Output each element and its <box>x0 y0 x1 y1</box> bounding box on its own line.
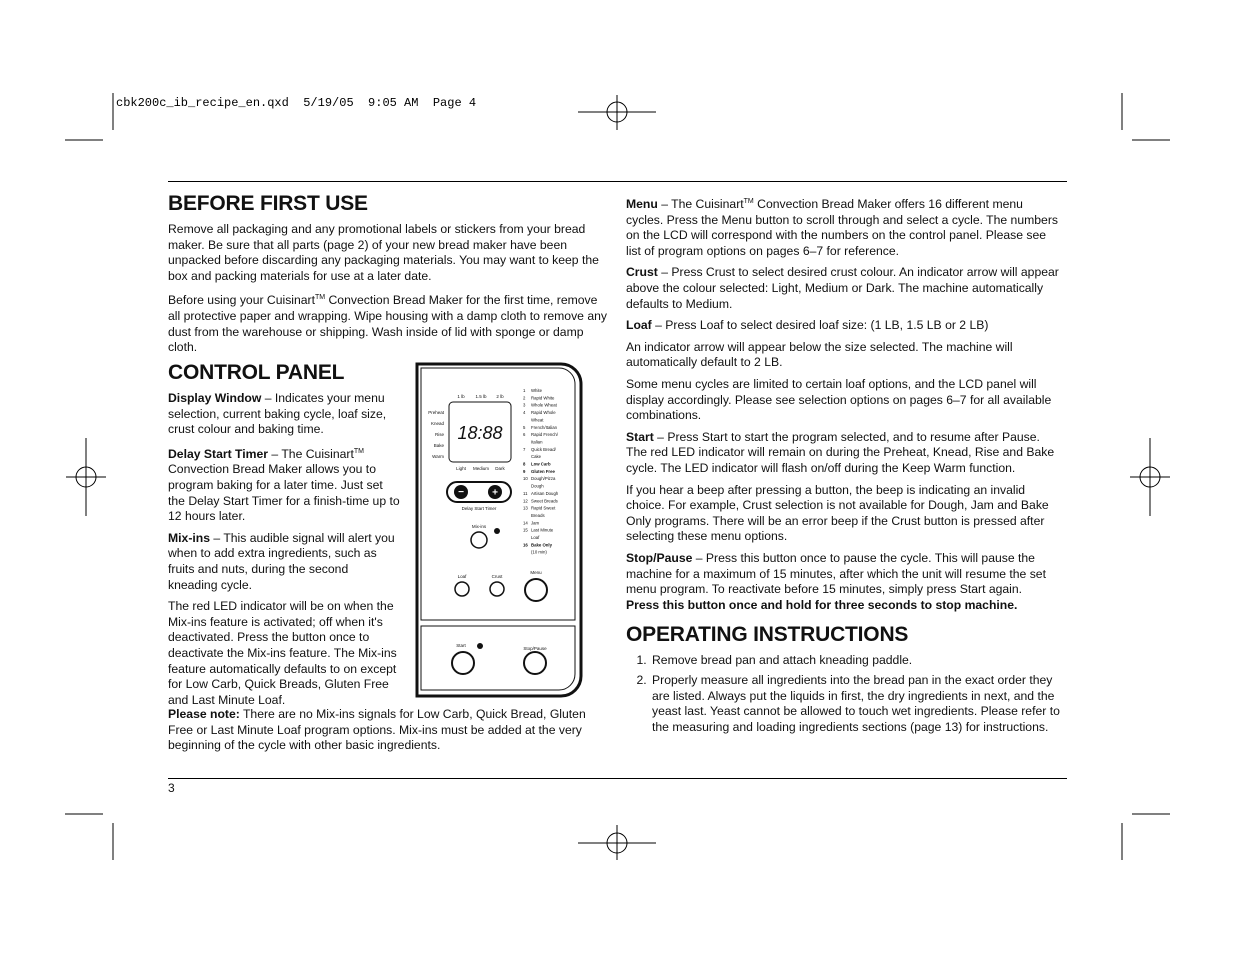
menu-program-label: Rapid Sweet <box>531 505 556 511</box>
bottom-rule <box>168 778 1067 779</box>
menu-number: 10 <box>523 476 528 482</box>
menu-number: 16 <box>523 542 528 548</box>
crust-dark: Dark <box>495 466 505 471</box>
mixins-label: Mix-ins <box>471 524 487 529</box>
stop-pause-button[interactable] <box>524 652 546 674</box>
menu-number: 9 <box>523 468 526 474</box>
menu-program-label: Rapid Whole <box>531 410 556 416</box>
menu-program-label: Cake <box>531 454 542 460</box>
menu-program-label: (10 min) <box>531 549 547 555</box>
top-rule <box>168 181 1067 182</box>
start-label: Start <box>456 643 466 648</box>
page-number: 3 <box>168 781 175 795</box>
heading-control-panel: CONTROL PANEL <box>168 361 345 384</box>
menu-program-label: Wheat <box>531 417 544 423</box>
loaf-size-1: 1 lb <box>457 394 465 399</box>
registration-mark-bottom <box>578 825 656 860</box>
menu-program-label: Dough <box>531 483 544 489</box>
stage-knead: Knead <box>430 421 444 426</box>
menu-program-label: Jam <box>531 520 540 526</box>
crust-medium: Medium <box>472 466 490 471</box>
menu-program-label: Rapid French/ <box>531 432 558 438</box>
loaf-label: Loaf <box>457 574 467 579</box>
loaf-size-2: 2 lb <box>496 394 504 399</box>
menu-number: 11 <box>523 490 528 496</box>
menu-number: 4 <box>523 410 526 416</box>
stage-warm: Warm <box>432 454 444 459</box>
paragraph-menu-limits: Some menu cycles are limited to certain loaf options, and the LCD panel will display accordingly. Please see selection options on pages 6–7 for all available combinations. <box>626 377 1052 423</box>
paragraph-start: Start – Press Start to start the program selected, and to resume after Pause. The red LED indicator will remain on during the Preheat, Knead, Rise and Bake cycle. The LED indicator will flash on/off during the Keep Warm function. <box>626 429 1055 475</box>
paragraph-led: The red LED indicator will be on when the Mix-ins feature is activated; off when it's deactivated. Press the button once to deactivate the Mix-ins feature. The Mix-ins feature automatically defaults to on except for Low Carb, Quick Breads, Gluten Free and Last Minute Loaf. <box>168 599 397 707</box>
list-item: 1. Remove bread pan and attach kneading paddle. <box>650 653 1062 669</box>
start-led <box>477 643 483 649</box>
mixins-led <box>494 528 500 534</box>
registration-mark-top <box>578 95 656 130</box>
paragraph-menu: Menu – The Cuisinart™ Convection Bread Maker offers 16 different menu cycles. Press the Menu button to scroll through and select a cycle. The numbers on the LCD will correspond with the numbers on the control panel. Please see list of program options on pages 6–7 for reference. <box>626 197 1058 258</box>
please-note: Please note: There are no Mix-ins signals for Low Carb, Quick Bread, Gluten Free or Last Minute Loaf program options. Mix-ins must be added at the very beginning of the cycle with other basic ingredients. <box>168 707 586 753</box>
menu-number: 14 <box>523 520 528 526</box>
menu-program-label: Artisan Dough <box>531 490 559 496</box>
paragraph-indicator-arrow: An indicator arrow will appear below the size selected. The machine will automatically default to 2 LB. <box>626 339 1013 370</box>
heading-operating-instructions: OPERATING INSTRUCTIONS <box>626 623 909 647</box>
menu-program-label: White <box>531 388 542 393</box>
paragraph-delay-start: Delay Start Timer – The Cuisinart™ Convection Bread Maker allows you to program baking for a later time. Just set the Delay Start Timer for a finish-time up to 12 hours later. <box>168 446 400 524</box>
start-button[interactable] <box>452 652 474 674</box>
list-item: 2. Properly measure all ingredients into the bread pan in the exact order they are listed. Always put the liquids in first, the dry ingredients in next, and the yeast last. Yeast cannot be allowed to touch wet ingredients. Please refer to the measuring and loading ingredients sections (page 13) for instructions. <box>650 673 1062 735</box>
paragraph-mixins: Mix-ins – This audible signal will alert you when to add extra ingredients, such as fruits and nuts, during the second kneading cycle. <box>168 530 395 592</box>
mixins-button[interactable] <box>471 532 487 548</box>
menu-program-label: Bake Only <box>531 542 553 548</box>
menu-program-label: Last Minute <box>531 527 554 533</box>
stage-bake: Bake <box>433 443 444 448</box>
control-panel-section <box>168 361 400 714</box>
menu-number: 6 <box>523 432 526 438</box>
menu-number: 1 <box>523 388 526 393</box>
menu-program-label: Loaf <box>531 535 540 540</box>
crust-button[interactable] <box>490 582 504 596</box>
control-panel-illustration <box>415 362 583 698</box>
menu-program-label: French/Italian <box>531 424 558 430</box>
menu-label: Menu <box>530 570 542 575</box>
stage-rise: Rise <box>434 432 444 437</box>
menu-program-label: Dough/Pizza <box>531 476 556 482</box>
svg-text:+: + <box>492 487 498 499</box>
paragraph-before-using: Before using your Cuisinart™ Convection Bread Maker for the first time, remove all protective paper and wrapping. Wipe housing with a damp cloth to remove any dust from the warehouse or shipping. Wash inside of lid with sponge or damp cloth. <box>168 293 607 355</box>
menu-program-label: Sweet Breads <box>531 498 558 504</box>
menu-number: 7 <box>523 446 526 452</box>
stage-preheat: Preheat <box>428 410 444 415</box>
registration-mark-left <box>66 438 106 516</box>
file-slug: cbk200c_ib_recipe_en.qxd 5/19/05 9:05 AM Page 4 <box>116 96 477 110</box>
menu-number: 2 <box>523 395 526 401</box>
before-first-use-section <box>168 192 608 362</box>
menu-number: 3 <box>523 402 526 408</box>
crust-light: Light <box>456 466 466 471</box>
menu-program-label: Italian <box>531 439 543 445</box>
paragraph-crust: Crust – Press Crust to select desired crust colour. An indicator arrow will appear above the colour selected: Light, Medium or Dark. The machine automatically defaults to Medium. <box>626 265 1059 311</box>
menu-button[interactable] <box>525 579 547 601</box>
crust-label: Crust <box>491 574 503 579</box>
menu-number: 8 <box>523 461 526 467</box>
menu-program-label: Gluten Free <box>531 468 555 474</box>
menu-number: 15 <box>523 527 528 533</box>
svg-text:−: − <box>458 487 464 498</box>
menu-number: 5 <box>523 424 526 430</box>
heading-before-first-use: BEFORE FIRST USE <box>168 192 368 215</box>
paragraph-loaf: Loaf – Press Loaf to select desired loaf size: (1 LB, 1.5 LB or 2 LB) <box>626 318 989 333</box>
delay-start-label: Delay Start Timer <box>461 506 497 511</box>
menu-program-label: Breads <box>531 512 545 518</box>
loaf-button[interactable] <box>455 582 469 596</box>
paragraph-stop-pause: Stop/Pause – Press this button once to pause the cycle. This will pause the machine for a maximum of 15 minutes, after which the unit will resume the set menu program. To reactivate before 15 minutes, simply press Start again. Press this button once and hold for three seconds to stop machine. <box>626 550 1046 612</box>
menu-program-label: Low Carb <box>531 461 551 467</box>
paragraph-display-window: Display Window – Indicates your menu selection, current baking cycle, loaf size, crust colour and baking time. <box>168 391 387 437</box>
registration-mark-right <box>1130 438 1170 516</box>
menu-number: 13 <box>523 505 528 511</box>
loaf-size-1-5: 1.5 lb <box>475 394 487 399</box>
menu-program-label: Whole Wheat <box>531 402 557 408</box>
menu-program-label: Rapid White <box>531 395 555 401</box>
menu-number: 12 <box>523 498 528 504</box>
right-column <box>626 194 1062 739</box>
operating-steps <box>626 653 1062 735</box>
lcd-digits: 18:88 <box>457 423 503 443</box>
paragraph-beep: If you hear a beep after pressing a button, the beep is indicating an invalid choice. For example, Crust selection is not available for Dough, Jam and Bake Only programs. There will be an error beep if the Crust button is pressed after selecting these menu options. <box>626 482 1049 544</box>
paragraph-packaging: Remove all packaging and any promotional labels or stickers from your bread maker. Be sure that all parts (page 2) of your new bread maker have been unpacked before discarding any packaging materials. You may want to keep the box and packing materials for use at a later date. <box>168 222 599 283</box>
menu-program-label: Quick Bread/ <box>531 446 556 452</box>
stop-pause-label: Stop/Pause <box>523 646 547 651</box>
